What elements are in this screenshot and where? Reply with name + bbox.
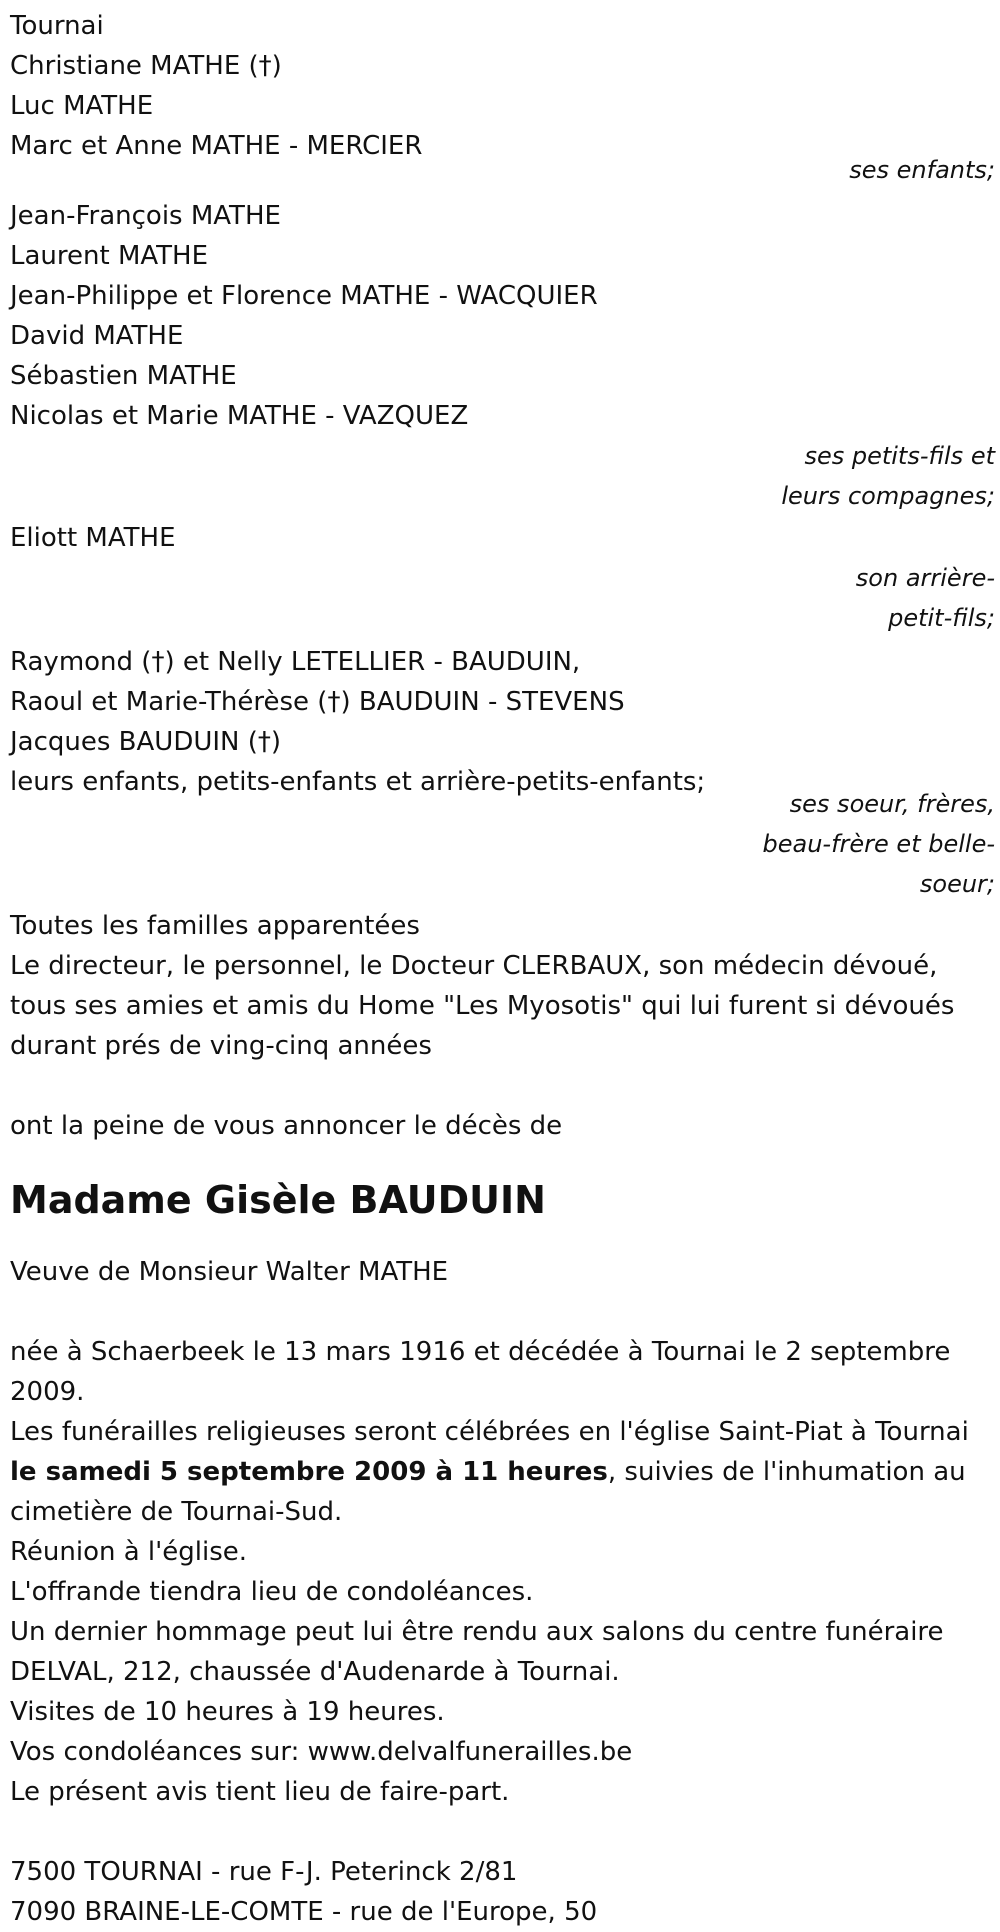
grandchild-name: David MATHE xyxy=(10,321,184,351)
grandchild-name: Nicolas et Marie MATHE - VAZQUEZ xyxy=(10,401,469,431)
great-grandchild-block xyxy=(10,518,995,638)
siblings-role-line: ses soeur, frères, xyxy=(789,790,995,818)
city-line: Tournai xyxy=(10,11,104,41)
siblings-block xyxy=(10,642,995,904)
grandchildren-role-line: leurs compagnes; xyxy=(781,482,995,510)
grandchild-name: Sébastien MATHE xyxy=(10,361,237,391)
home-staff-text: Le directeur, le personnel, le Docteur CLERBAUX, son médecin dévoué, tous ses amies et amis du Home "Les Myosotis" qui lui furent si dévoués durant prés de ving-cinq années xyxy=(10,951,955,1061)
grandchild-name: Laurent MATHE xyxy=(10,241,209,271)
families-line: Toutes les familles apparentées xyxy=(10,911,420,941)
others-block xyxy=(10,906,992,1066)
funeral-intro: Les funérailles religieuses seront célébrées en l'église Saint-Piat à Tournai xyxy=(10,1417,969,1447)
funeral-details xyxy=(10,1332,992,1812)
widow-of-line: Veuve de Monsieur Walter MATHE xyxy=(10,1257,449,1287)
funeral-text xyxy=(10,1412,992,1532)
deceased-name: Madame Gisèle BAUDUIN xyxy=(10,1178,546,1222)
grandchildren-role-line: ses petits-fils et xyxy=(804,442,995,470)
children-role: ses enfants; xyxy=(849,156,995,184)
birth-death-text: née à Schaerbeek le 13 mars 1916 et décédée à Tournai le 2 septembre 2009. xyxy=(10,1337,951,1407)
great-grandchild-role-line: petit-fils; xyxy=(888,604,995,632)
funeral-date: le samedi 5 septembre 2009 à 11 heures xyxy=(10,1457,608,1487)
funeral-rest: , suivies de l'inhumation au cimetière de Tournai-Sud. xyxy=(10,1457,966,1527)
sibling-name: Raoul et Marie-Thérèse (†) BAUDUIN - STEVENS xyxy=(10,687,625,717)
great-grandchild-name: Eliott MATHE xyxy=(10,523,176,553)
condolences-line: Vos condoléances sur: www.delvalfunerailles.be xyxy=(10,1737,633,1767)
addresses-block xyxy=(10,1852,992,1932)
offering-line: L'offrande tiendra lieu de condoléances. xyxy=(10,1577,534,1607)
meeting-line: Réunion à l'église. xyxy=(10,1537,248,1567)
grandchild-name: Jean-François MATHE xyxy=(10,201,281,231)
notice-line: Le présent avis tient lieu de faire-part. xyxy=(10,1777,510,1807)
visits-line: Visites de 10 heures à 19 heures. xyxy=(10,1697,445,1727)
child-name: Marc et Anne MATHE - MERCIER xyxy=(10,131,423,161)
sibling-descendants: leurs enfants, petits-enfants et arrière-petits-enfants; xyxy=(10,767,706,797)
sibling-name: Raymond (†) et Nelly LETELLIER - BAUDUIN, xyxy=(10,647,581,677)
announcement-intro: ont la peine de vous annoncer le décès de xyxy=(10,1111,563,1141)
sibling-name: Jacques BAUDUIN (†) xyxy=(10,727,282,757)
great-grandchild-role-line: son arrière- xyxy=(855,564,995,592)
siblings-role-line: soeur; xyxy=(919,870,995,898)
child-name: Christiane MATHE (†) xyxy=(10,51,282,81)
address-line: 7500 TOURNAI - rue F-J. Peterinck 2/81 xyxy=(10,1857,518,1887)
children-block xyxy=(10,46,995,190)
address-line: 7090 BRAINE-LE-COMTE - rue de l'Europe, 50 xyxy=(10,1897,598,1927)
siblings-role-line: beau-frère et belle- xyxy=(762,830,995,858)
grandchild-name: Jean-Philippe et Florence MATHE - WACQUIER xyxy=(10,281,598,311)
grandchildren-block xyxy=(10,196,995,516)
tribute-text: Un dernier hommage peut lui être rendu aux salons du centre funéraire DELVAL, 212, chaussée d'Audenarde à Tournai. xyxy=(10,1617,944,1687)
child-name: Luc MATHE xyxy=(10,91,154,121)
